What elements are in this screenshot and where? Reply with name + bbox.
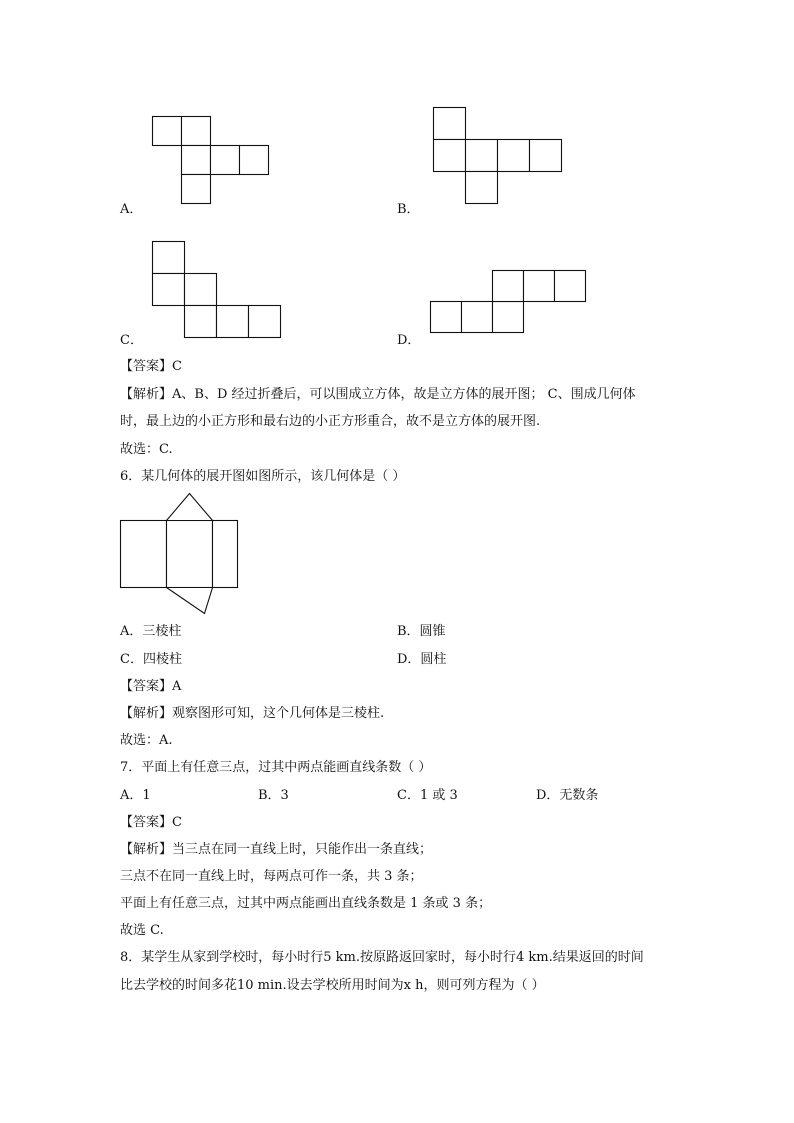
q6-option-c: C．四棱柱: [120, 652, 182, 667]
q6-answer: 【答案】A: [120, 679, 182, 694]
option-a-label: A．: [120, 202, 143, 217]
q6-option-a: A．三棱柱: [120, 624, 182, 639]
q7-stem: 7．平面上有任意三点，过其中两点能画直线条数（ ）: [120, 760, 432, 775]
net-figure-d: [430, 270, 590, 336]
q7-answer: 【答案】C: [120, 815, 182, 830]
q6-option-b: B．圆锥: [397, 624, 446, 639]
q5-analysis-line1: 【解析】A、B、D 经过折叠后，可以围成立方体，故是立方体的展开图； C、围成几何体: [120, 387, 636, 402]
prism-net-figure: [120, 493, 240, 617]
q7-analysis-line3: 平面上有任意三点，过其中两点能画出直线条数是 1 条或 3 条；: [120, 896, 492, 911]
q6-conclusion: 故选：A.: [120, 733, 173, 748]
q7-analysis-line1: 【解析】当三点在同一直线上时，只能作出一条直线；: [120, 842, 433, 857]
q5-answer: 【答案】C: [120, 359, 182, 374]
q5-conclusion: 故选：C.: [120, 442, 173, 457]
q7-option-d: D．无数条: [536, 788, 599, 803]
q5-analysis-line2: 时，最上边的小正方形和最右边的小正方形重合，故不是立方体的展开图.: [120, 414, 541, 429]
q7-analysis-line2: 三点不在同一直线上时，每两点可作一条，共 3 条；: [120, 869, 423, 884]
net-figure-b: [433, 107, 565, 207]
net-figure-a: [152, 116, 272, 206]
q7-conclusion: 故选 C.: [120, 923, 164, 938]
option-d-label: D．: [397, 333, 421, 348]
q7-option-c: C．1 或 3: [397, 788, 458, 803]
q6-option-d: D．圆柱: [397, 652, 447, 667]
q7-option-b: B．3: [258, 788, 289, 803]
q8-stem-line1: 8．某学生从家到学校时，每小时行5 km.按原路返回家时，每小时行4 km.结果返回的时间: [120, 950, 644, 965]
q8-stem-line2: 比去学校的时间多花10 min.设去学校所用时间为x h，则可列方程为（ ）: [120, 978, 545, 993]
option-c-label: C．: [120, 333, 143, 348]
net-figure-c: [152, 241, 286, 341]
q7-option-a: A．1: [120, 788, 151, 803]
q6-analysis: 【解析】观察图形可知，这个几何体是三棱柱.: [120, 706, 385, 721]
q6-stem: 6．某几何体的展开图如图所示，该几何体是（ ）: [120, 469, 406, 484]
option-b-label: B．: [397, 202, 420, 217]
